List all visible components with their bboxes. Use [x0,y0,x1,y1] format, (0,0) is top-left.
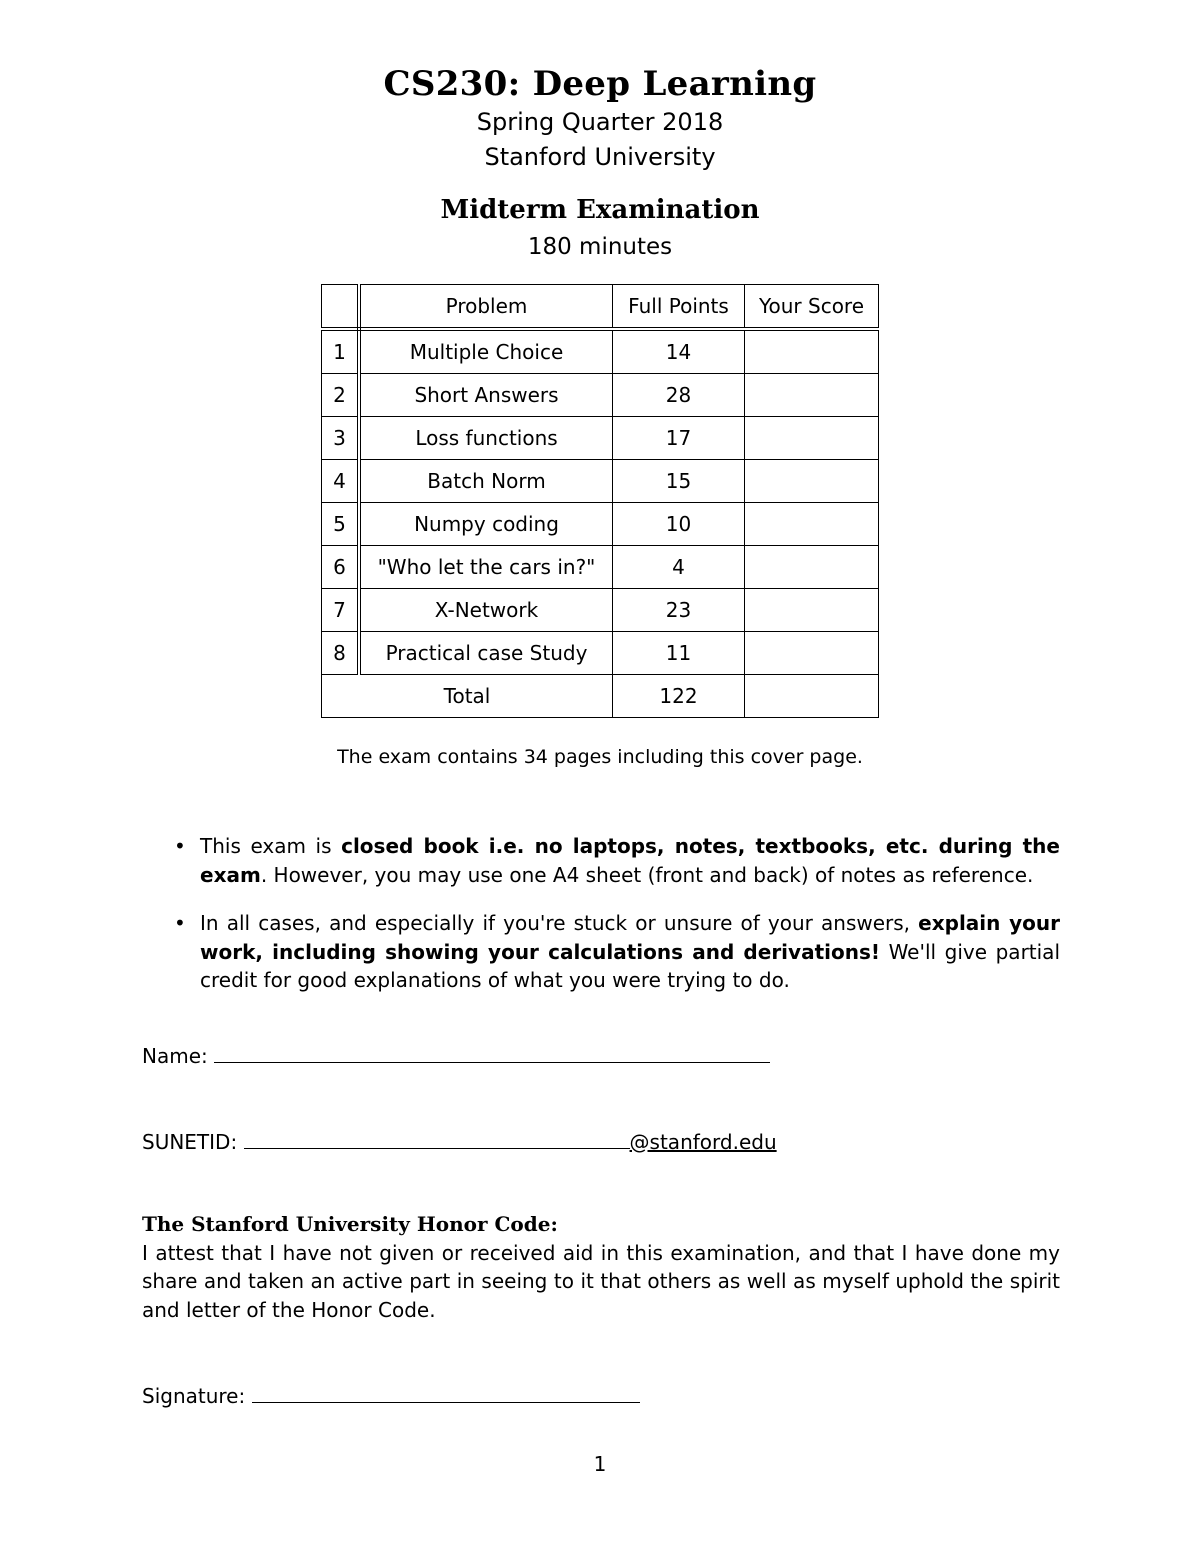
table-row [322,417,879,460]
table-row [322,329,879,374]
exam-duration: 180 minutes [527,234,673,260]
rule1-rest-text: . However, you may use one A4 sheet (front and back) of notes as reference. [260,862,1034,887]
bullet-icon: • [174,911,186,935]
total-row [322,675,879,718]
sunetid-field[interactable] [142,1126,777,1154]
problem-points: 28 [613,374,745,417]
rule-item [170,832,1060,889]
problem-points: 10 [613,503,745,546]
problem-number: 4 [322,460,360,503]
problem-name: "Who let the cars in?" [359,546,613,589]
quarter-subtitle: Spring Quarter 2018 [476,108,724,136]
score-cell [745,632,879,675]
name-label: Name: [142,1044,208,1068]
header-cell-number [322,285,360,330]
score-cell [745,329,879,374]
table-row [322,374,879,417]
score-cell [745,374,879,417]
problem-name: X-Network [359,589,613,632]
table-row [322,589,879,632]
problem-number: 1 [322,329,360,374]
name-blank-line[interactable] [214,1040,770,1063]
problem-number: 5 [322,503,360,546]
honor-code-heading: The Stanford University Honor Code: [142,1212,558,1236]
rule2-bold-text: explain your work, including showing your calculations and derivations! [200,911,1060,964]
sunetid-domain-suffix: @stanford.edu [629,1130,777,1154]
signature-field[interactable] [142,1380,640,1408]
problem-points: 15 [613,460,745,503]
table-row [322,546,879,589]
problem-name: Practical case Study [359,632,613,675]
bullet-icon: • [174,834,186,858]
problem-points: 23 [613,589,745,632]
rule1-bold-text: closed book i.e. no laptops, notes, textbooks, etc. during the exam [200,834,1060,887]
total-score-cell [745,675,879,718]
score-table [321,284,879,718]
problem-name: Short Answers [359,374,613,417]
problem-number: 6 [322,546,360,589]
problem-points: 17 [613,417,745,460]
total-points: 122 [613,675,745,718]
problem-name: Multiple Choice [359,329,613,374]
honor-code-text: I attest that I have not given or received aid in this examination, and that I have done my share and taken an active part in seeing to it that others as well as myself uphold the spirit and letter of the Honor Code. [142,1240,1060,1322]
score-cell [745,503,879,546]
sunetid-label: SUNETID: [142,1130,238,1154]
problem-name: Loss functions [359,417,613,460]
table-row [322,632,879,675]
header-cell-your-score: Your Score [745,285,879,330]
problem-points: 4 [613,546,745,589]
exam-title: Midterm Examination [440,195,760,225]
rule-item [170,909,1060,995]
score-cell [745,417,879,460]
signature-blank-line[interactable] [252,1380,640,1403]
problem-number: 3 [322,417,360,460]
honor-code [142,1210,1060,1324]
exam-rules-list [170,832,1060,1015]
name-field[interactable] [142,1040,770,1068]
rule1-text: This exam is [200,834,342,858]
page-number: 1 [593,1452,607,1476]
total-label: Total [322,675,613,718]
problem-number: 2 [322,374,360,417]
header-cell-full-points: Full Points [613,285,745,330]
problem-number: 7 [322,589,360,632]
problem-name: Batch Norm [359,460,613,503]
problem-number: 8 [322,632,360,675]
table-row [322,460,879,503]
score-cell [745,589,879,632]
course-title: CS230: Deep Learning [383,64,817,104]
score-cell [745,546,879,589]
sunetid-blank-line[interactable] [244,1126,630,1149]
university-subtitle: Stanford University [484,143,716,171]
problem-points: 11 [613,632,745,675]
problem-points: 14 [613,329,745,374]
table-header-row [322,285,879,330]
signature-label: Signature: [142,1384,246,1408]
pages-note: The exam contains 34 pages including this cover page. [337,746,863,768]
problem-name: Numpy coding [359,503,613,546]
rule2-rest-text: We'll give partial credit for good explanations of what you were trying to do. [200,939,1060,992]
table-row [322,503,879,546]
score-cell [745,460,879,503]
rule2-text: In all cases, and especially if you're stuck or unsure of your answers, [200,911,919,935]
header-cell-problem: Problem [359,285,613,330]
